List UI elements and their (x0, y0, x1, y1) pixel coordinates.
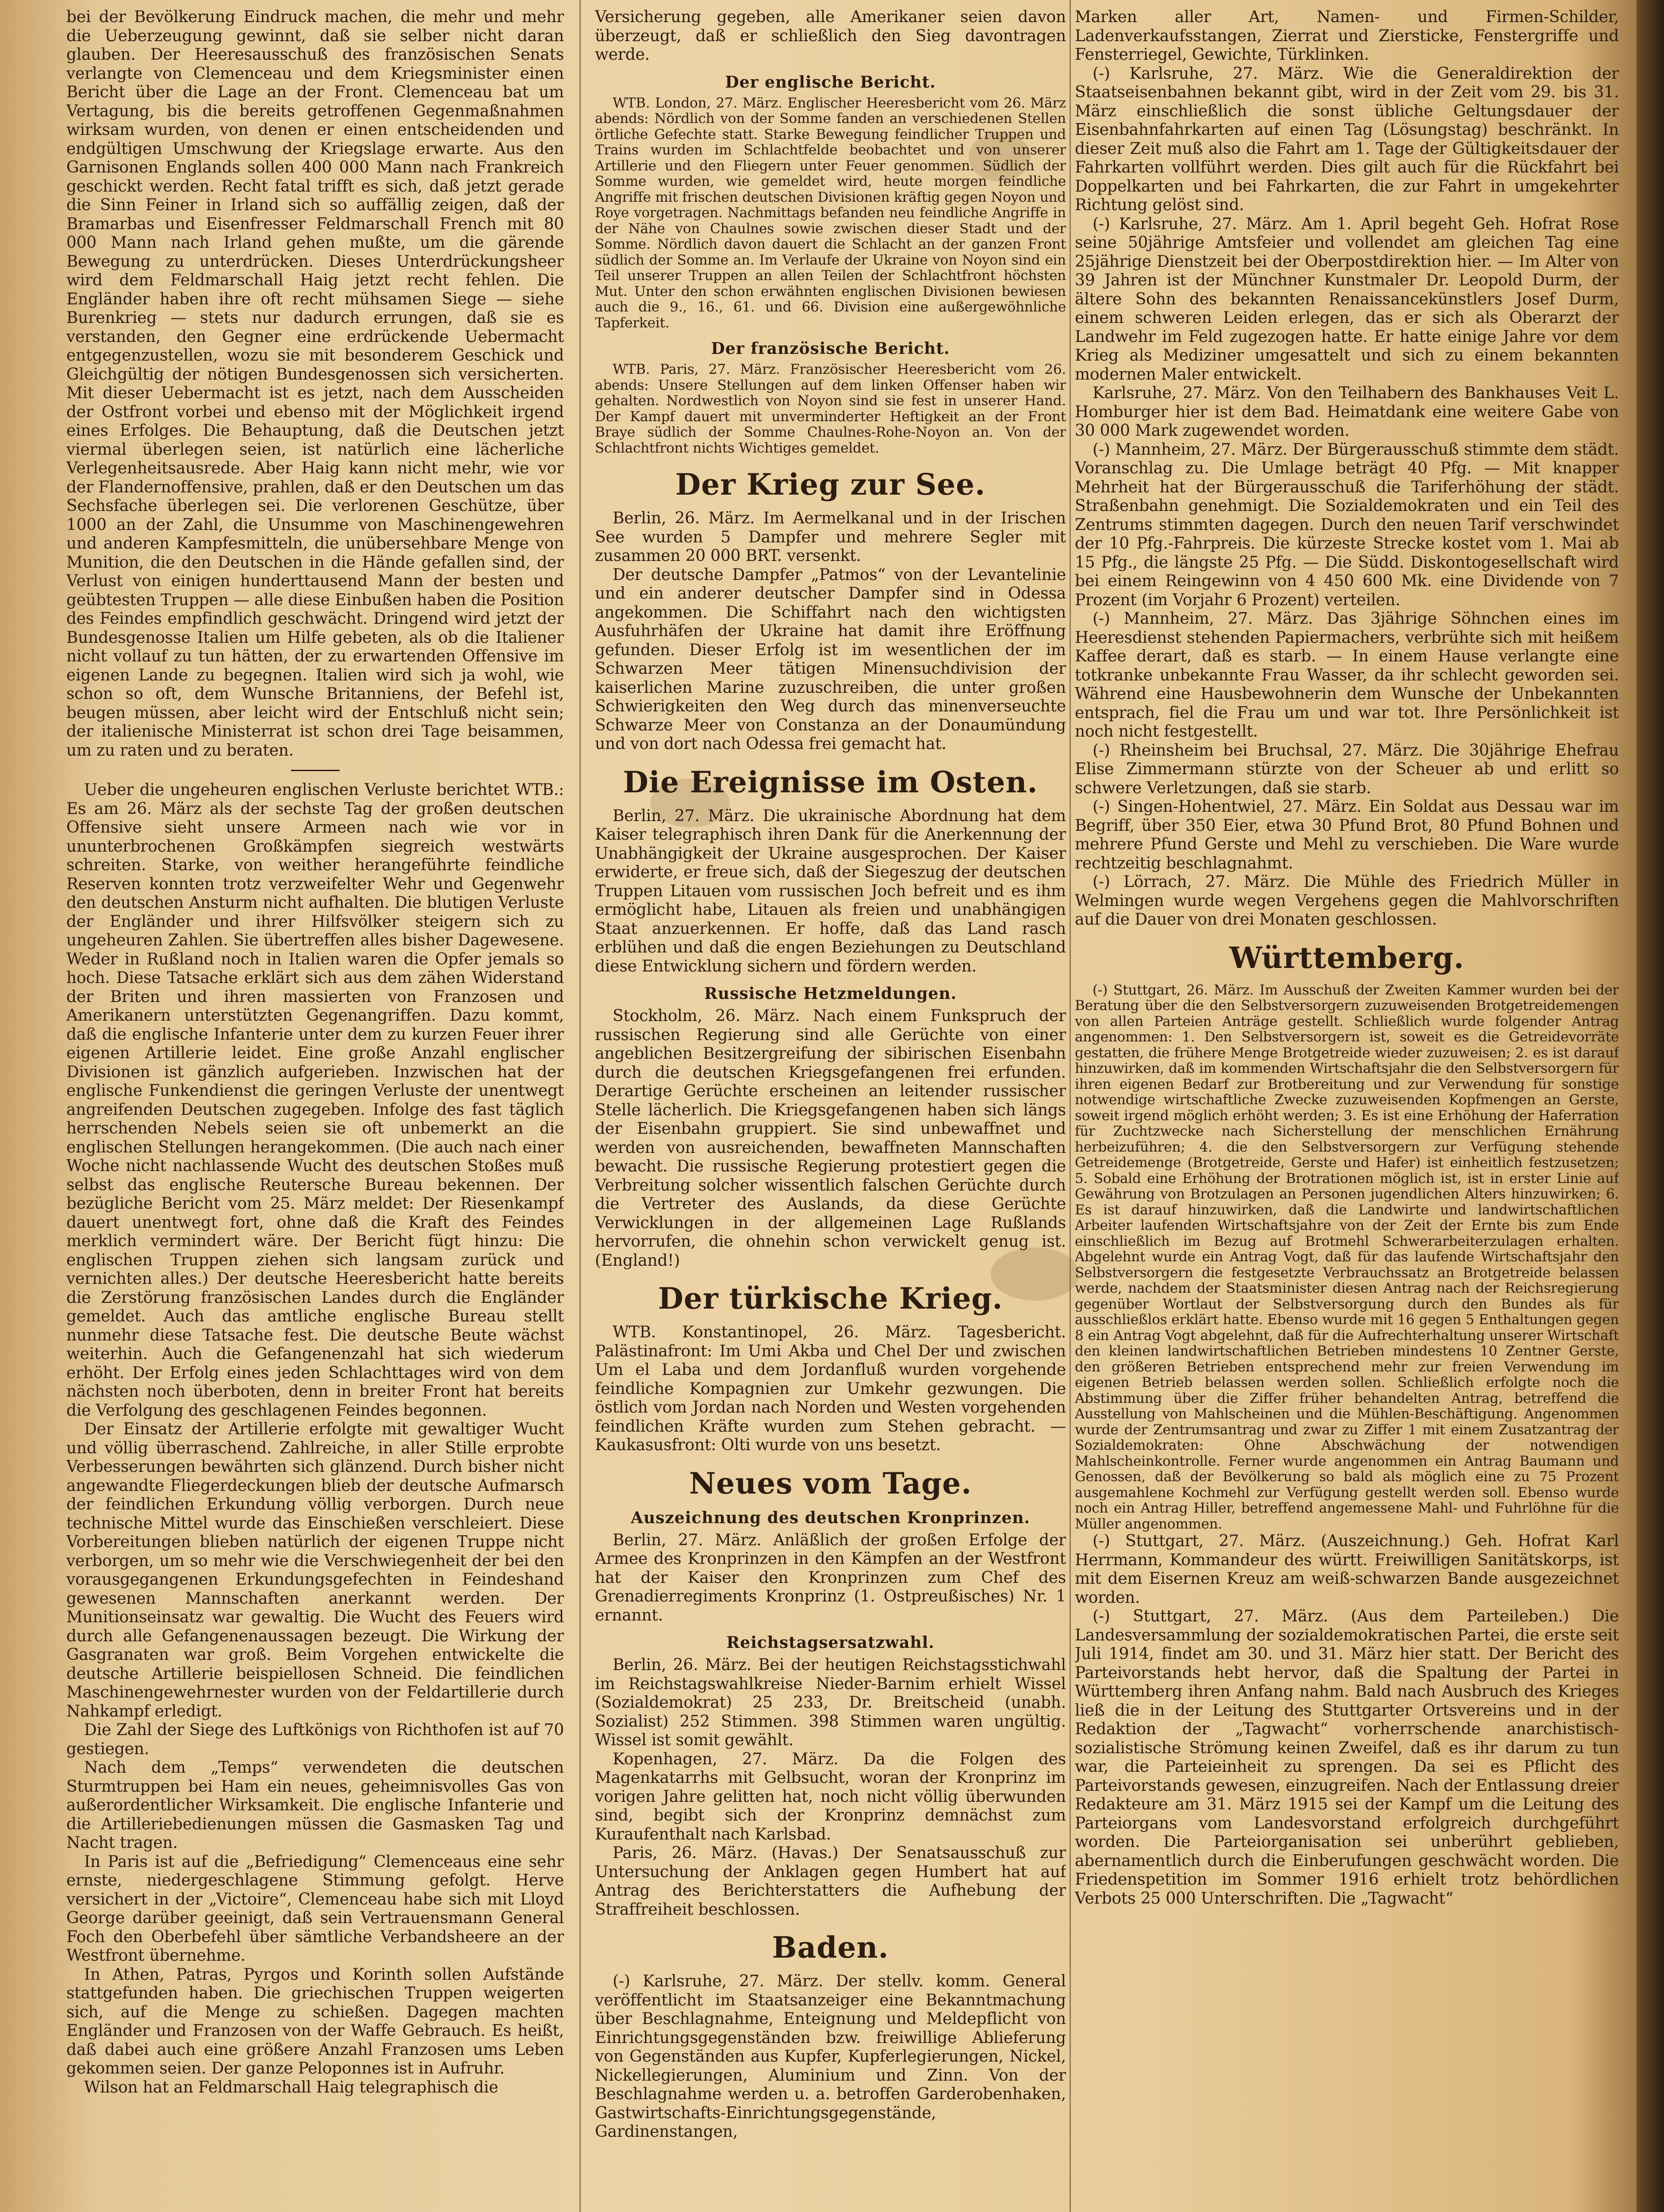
article-text: (-) Karlsruhe, 27. März. Der stellv. komm. General veröffentlicht im Staatsanzeiger eine Bekanntmachung über Beschlagnahme, Enteignung und Meldepflicht von Einrichtungsgegenständen bzw. freiwillige Ablieferung von Gegenständen aus Kupfer, Kupferlegierungen, Nickel, Nickellegierungen, Aluminium und Zinn. Von der Beschlagnahme werden u. a. betroffen Garderobenhaken, Gastwirtschafts-Einrichtungsgegenstände, Gardinenstangen, (595, 1972, 1066, 2141)
article-text: Marken aller Art, Namen- und Firmen-Schilder, Ladenverkaufsstangen, Zierrat und Ziersticke, Fenstergriffe und Fensterriegel, Gewichte, Türklinken. (1075, 8, 1619, 64)
article-text: Der Einsatz der Artillerie erfolgte mit gewaltiger Wucht und völlig überraschend. Zahlreiche, in aller Stille erprobte Verbesserungen bewährten sich glänzend. Durch bisher nicht angewandte Fliegerdeckungen blieb der deutsche Aufmarsch der feindlichen Erkundung völlig verborgen. Durch neue technische Mittel wurde das Einschießen verschleiert. Diese Vorbereitungen blieben natürlich der eigenen Truppe nicht verborgen, um so mehr wie die Verschwiegenheit der bei den vorausgegangenen Erkundungsgefechten in Feindeshand gewesenen Mannschaften anerkannt werden. Der Munitionseinsatz war gewaltig. Die Wucht des Feuers wird durch alle Gefangenenaussagen bezeugt. Die Wirkung der Gasgranaten war groß. Beim Vorgehen entwickelte die deutsche Artillerie beispiellosen Schneid. Die feindlichen Maschinengewehrnester wurden von der Feldartillerie durch Nahkampf erledigt. (66, 1420, 564, 1720)
article-text: (-) Stuttgart, 27. März. (Aus dem Parteileben.) Die Landesversammlung der sozialdemokratischen Partei, die erste seit Juli 1914, findet am 30. und 31. März hier statt. Der Bericht des Parteivorstands hebt hervor, daß die Spaltung der Partei in Württemberg ihren Anfang nahm. Bald nach Ausbruch des Krieges ließ die in der Leitung des Stuttgarter Ortsvereins und in der Redaktion der „Tagwacht“ vorherrschende anarchistisch-sozialistische Strömung keinen Zweifel, daß es ihr darum zu tun war, die Parteieinheit zu sprengen. Da sei es Pflicht des Parteivorstands gewesen, einzugreifen. Nach der Entlassung dreier Redakteure am 31. März 1915 sei der Kampf um die Leitung des Parteiorgans vom Landesvorstand erfolgreich durchgeführt worden. Die Parteiorganisation sei unberührt geblieben, abernamentlich durch die Einberufungen geschwächt worden. Die Friedenspetition im Sommer 1916 erhielt trotz behördlichen Verbots 25 000 Unterschriften. Die „Tagwacht“ (1075, 1607, 1619, 1908)
section-heading: Baden. (772, 1930, 889, 1965)
section-heading: Württemberg. (1229, 940, 1465, 975)
article-text: Karlsruhe, 27. März. Von den Teilhabern des Bankhauses Veit L. Homburger hier ist dem Bad. Heimatdank eine weitere Gabe von 30 000 Mark zugewendet worden. (1075, 384, 1619, 440)
section-heading: Der türkische Krieg. (658, 1281, 1003, 1316)
article-text: (-) Karlsruhe, 27. März. Wie die Generaldirektion der Staatseisenbahnen bekannt gibt, wird in der Zeit vom 29. bis 31. März einschließlich die sonst übliche Geltungsdauer der Eisenbahnfahrkarten auf einen Tag (Lösungstag) beschränkt. In dieser Zeit muß also die Fahrt am 1. Tage der Gültigkeitsdauer der Fahrkarten vollführt werden. Dies gilt auch für die Rückfahrt bei Doppelkarten und bei Fahrkarten, die zur Fahrt in umgekehrter Richtung gelöst sind. (1075, 64, 1619, 214)
article-text: Versicherung gegeben, alle Amerikaner seien davon überzeugt, daß er schließlich den Sieg davontragen werde. (595, 8, 1066, 64)
column-2 (595, 8, 1066, 2212)
article-text: (-) Stuttgart, 26. März. Im Ausschuß der Zweiten Kammer wurden bei der Beratung über die den Selbstversorgern zuzuweisenden Brotgetreidemengen von allen Parteien Anträge gestellt. Schließlich wurde folgender Antrag angenommen: 1. Den Selbstversorgern ist, soweit es die Getreidevorräte gestatten, die frühere Menge Brotgetreide wieder zuzuweisen; 2. es ist darauf hinzuwirken, daß im kommenden Wirtschaftsjahr die den Selbstversorgern für ihren eigenen Bedarf zur Brotbereitung und zur Verwendung für sonstige notwendige wirtschaftliche Zwecke zuzuweisenden Kopfmengen an Gerste, soweit irgend möglich erhöht werden; 3. Es ist eine Erhöhung der Haferration für Zuchtzwecke nach Sicherstellung der menschlichen Ernährung herbeizuführen; 4. die den Selbstversorgern zur Verfügung stehende Getreidemenge (Brotgetreide, Gerste und Hafer) ist einheitlich festzusetzen; 5. Sobald eine Erhöhung der Brotrationen möglich ist, ist in erster Linie auf Gewährung von Brotzulagen an Personen jugendlichen Alters hinzuwirken; 6. Es ist darauf hinzuwirken, daß die Landwirte und landwirtschaftlichen Arbeiter laufenden Wirtschaftsjahre von der Zeit der Ernte bis zum Ende einschließlich im Bezug auf Brotmehl Schwerarbeiterzulagen erhalten. Abgelehnt wurde ein Antrag Vogt, daß für das laufende Wirtschaftsjahr den Selbstversorgern die festgesetzte Verbrauchssatz an Brotgetreide belassen werde, nachdem der Staatsminister diesen Antrag nach der Reichsregierung gegenüber Wortlaut der Selbstversorgung durch den Bundes als für ausschließlos erklärt hatte. Ebenso wurde mit 16 gegen 5 Enthaltungen gegen 8 ein Antrag Vogt abgelehnt, daß für die Aufrechterhaltung unserer Wirtschaft den kleinen landwirtschaftlichen Betrieben mindestens 10 Zentner Gerste, den größeren Betrieben entsprechend mehr zur freien Verwendung im eigenen Betrieb belassen werden sollen. Schließlich erfolgte noch die Abstimmung über die Ziffer früher behandelten Antrag, betreffend die Ausstellung von Mahlscheinen und die Mühlen-Beschäftigung. Angenommen wurde der Zentrumsantrag und zwar zu Ziffer 1 mit einem Zusatzantrag der Sozialdemokraten: Ohne Abschwächung der notwendigen Mahlscheinkontrolle. Ferner wurde angenommen ein Antrag Baumann und Genossen, daß der Bevölkerung so bald als möglich eine zu 75 Prozent ausgemahlene Kochmehl zur Verfügung gestellt werden soll. Ebenso wurde noch ein Antrag Hiller, betreffend angemessene Mahl- und Fuhrlöhne für die Müller angenommen. (1075, 982, 1619, 1532)
column-3 (1075, 8, 1619, 2212)
article-text: Ueber die ungeheuren englischen Verluste berichtet WTB.: Es am 26. März als der sechste Tag der großen deutschen Offensive sieht unsere Armeen nach wie vor in ununterbrochenen Großkämpfen siegreich westwärts schreiten. Starke, von weither herangeführte feindliche Reserven konnten trotz verzweifelter Wehr und Gegenwehr den deutschen Ansturm nicht aufhalten. Die blutigen Verluste der Engländer und ihrer Hilfsvölker steigern sich zu ungeheuren Zahlen. Sie übertreffen alles bisher Dagewesene. Weder in Rußland noch in Italien waren die Opfer jemals so hoch. Diese Tatsache erklärt sich aus dem zähen Widerstand der Briten und ihren massierten von Franzosen und Amerikanern unterstützten Gegenangriffen. Dazu kommt, daß die englische Infanterie unter dem zu kurzen Feuer ihrer eigenen Artillerie leidet. Eine große Anzahl englischer Divisionen ist gänzlich aufgerieben. Inzwischen hat der englische Funkendienst die geringen Verluste der unentwegt angreifenden Deutschen zugegeben. Infolge des fast täglich herrschenden Nebels seien sie oft unbemerkt an die englischen Stellungen herangekommen. (Die auch nach einer Woche nicht nachlassende Wucht des deutschen Stoßes muß selbst das englische Reutersche Bureau bekennen. Der bezügliche Bericht vom 25. März meldet: Der Riesenkampf dauert unentwegt fort, ohne daß die Kraft des Feindes merklich vermindert wäre. Der Bericht fügt hinzu: Die englischen Truppen ziehen sich langsam zurück und vernichten alles.) Der deutsche Heeresbericht hatte bereits die Zerstörung französischen Landes durch die Engländer gemeldet. Auch das amtliche englische Bureau stellt nunmehr diese Tatsache fest. Die deutsche Beute wächst weiterhin. Auch die Gefangenenzahl hat sich wiederum erhöht. Der Erfolg eines jeden Schlachttages wird von dem nächsten noch überboten, denn in breiter Front hat bereits die Verfolgung des geschlagenen Feindes begonnen. (66, 781, 564, 1420)
article-text: (-) Rheinsheim bei Bruchsal, 27. März. Die 30jährige Ehefrau Elise Zimmermann stürzte von der Scheuer ab und erlitt so schwere Verletzungen, daß sie starb. (1075, 741, 1619, 797)
section-subheading: Russische Hetzmeldungen. (704, 984, 957, 1003)
article-text: (-) Karlsruhe, 27. März. Am 1. April begeht Geh. Hofrat Rose seine 50jährige Amtsfeier und vollendet am gleichen Tag eine 25jährige Dienstzeit bei der Oberpostdirektion hier. — Im Alter von 39 Jahren ist der Münchner Kunstmaler Dr. Leopold Durm, der ältere Sohn des bekannten Renaissancekünstlers Josef Durm, einem schweren Leiden erlegen, das er sich als Oberarzt der Landwehr im Feld zugezogen hatte. Er hatte einige Jahre vor dem Krieg als Mediziner umgesattelt und sich zu einem bekannten modernen Maler entwickelt. (1075, 215, 1619, 384)
column-rule (579, 0, 581, 2212)
section-heading: Der Krieg zur See. (675, 467, 986, 502)
article-text: (-) Mannheim, 27. März. Das 3jährige Söhnchen eines im Heeresdienst stehenden Papiermachers, verbrühte sich mit heißem Kaffee derart, daß es starb. — In einem Hause verlangte eine totkranke unbekannte Frau Wasser, da ihr schlecht geworden sei. Während eine Hausbewohnerin dem Wunsche der Unbekannten entsprach, fiel die Frau um und war tot. Ihre Persönlichkeit ist noch nicht festgestellt. (1075, 610, 1619, 741)
article-text: In Paris ist auf die „Befriedigung“ Clemenceaus eine sehr ernste, niedergeschlagene Stimmung gefolgt. Herve versichert in der „Victoire“, Clemenceau habe sich mit Lloyd George darüber geeinigt, daß sein Vertrauensmann General Foch den Oberbefehl über sämtliche Verbandsheere an der Westfront übernehme. (66, 1852, 564, 1965)
section-subheading: Reichstagsersatzwahl. (726, 1633, 935, 1652)
divider (291, 770, 340, 771)
article-text: Berlin, 26. März. Bei der heutigen Reichstagsstichwahl im Reichstagswahlkreise Nieder-Barnim erhielt Wissel (Sozialdemokrat) 25 233, Dr. Breitscheid (unabh. Sozialist) 252 Stimmen. 398 Stimmen waren ungültig. Wissel ist somit gewählt. (595, 1656, 1066, 1749)
column-rule (1070, 0, 1071, 2212)
section-subheading: Der englische Bericht. (725, 73, 936, 92)
article-text: (-) Lörrach, 27. März. Die Mühle des Friedrich Müller in Welmingen wurde wegen Vergehens gegen die Mahlvorschriften auf die Dauer von drei Monaten geschlossen. (1075, 873, 1619, 929)
section-subheading: Auszeichnung des deutschen Kronprinzen. (631, 1508, 1030, 1527)
section-heading: Die Ereignisse im Osten. (623, 764, 1038, 799)
article-text: Berlin, 26. März. Im Aermelkanal und in der Irischen See wurden 5 Dampfer und mehrere Segler mit zusammen 20 000 BRT. versenkt. (595, 509, 1066, 565)
article-text: Paris, 26. März. (Havas.) Der Senatsausschuß zur Untersuchung der Anklagen gegen Humbert hat auf Antrag des Berichterstatters die Aufhebung der Straffreiheit beschlossen. (595, 1844, 1066, 1919)
article-text: (-) Mannheim, 27. März. Der Bürgerausschuß stimmte dem städt. Voranschlag zu. Die Umlage beträgt 40 Pfg. — Mit knapper Mehrheit hat der Bürgerausschuß die Tariferhöhung der städt. Straßenbahn genehmigt. Die Sozialdemokraten und ein Teil des Zentrums stimmten dagegen. Durch den neuen Tarif verschwindet der 10 Pfg.-Fahrpreis. Die kürzeste Strecke kostet vom 1. Mai ab 15 Pfg., die längste 25 Pfg. — Die Südd. Diskontogesellschaft wird bei einem Reingewinn von 4 450 600 Mk. eine Dividende von 7 Prozent (im Vorjahr 6 Prozent) verteilen. (1075, 440, 1619, 609)
article-text: Berlin, 27. März. Die ukrainische Abordnung hat dem Kaiser telegraphisch ihren Dank für die Anerkennung der Unabhängigkeit der Ukraine ausgesprochen. Der Kaiser erwiderte, er freue sich, daß der Siegeszug der deutschen Truppen Litauen vom russischen Joch befreit und es ihm ermöglicht habe, Litauen als freien und unabhängigen Staat anzuerkennen. Er hoffe, daß das Land rasch erblühen und daß die engen Beziehungen zu Deutschland diese Entwicklung sichern und fördern werden. (595, 806, 1066, 975)
article-text: Berlin, 27. März. Anläßlich der großen Erfolge der Armee des Kronprinzen in den Kämpfen an der Westfront hat der Kaiser den Kronprinzen zum Chef des Grenadierregiments Kronprinz (1. Ostpreußisches) Nr. 1 ernannt. (595, 1531, 1066, 1624)
article-text: WTB. Konstantinopel, 26. März. Tagesbericht. Palästinafront: Im Umi Akba und Chel Der und zwischen Um el Laba und dem Jordanfluß wurden vorgehende feindliche Kompagnien zur Umkehr gezwungen. Die östlich vom Jordan nach Norden und Westen vorgehenden feindlichen Kräfte wurden zum Stehen gebracht. — Kaukasusfront: Olti wurde von uns besetzt. (595, 1323, 1066, 1454)
article-text: Die Zahl der Siege des Luftkönigs von Richthofen ist auf 70 gestiegen. (66, 1721, 564, 1758)
article-text: bei der Bevölkerung Eindruck machen, die mehr und mehr die Ueberzeugung gewinnt, daß sie selber nicht daran glauben. Der Heeresausschuß des französischen Senats verlangte von Clemenceau und dem Kriegsminister einen Bericht über die Lage an der Front. Clemenceau bat um Vertagung, bis die bereits getroffenen Gegenmaßnahmen wirksam wurden, von denen er einen entscheidenden und endgültigen Umschwung der Kriegslage erwarte. Aus den Garnisonen Englands sollen 400 000 Mann nach Frankreich geschickt werden. Recht fatal trifft es sich, daß jetzt gerade die Sinn Feiner in Irland sich so auffällig zeigen, daß der Bramarbas und Eisenfresser Feldmarschall French mit 80 000 Mann nach Irland gehen mußte, um die gärende Bewegung zu unterdrücken. Dieses Unterdrückungsheer wird dem Feldmarschall Haig jetzt recht fehlen. Die Engländer haben ihre oft recht mühsamen Siege — siehe Burenkrieg — stets nur dadurch errungen, daß sie es verstanden, den Gegner eine erdrückende Uebermacht entgegenzustellen, wozu sie mit besonderem Geschick und Gleichgültig der nötigen Bundesgenossen sich versicherten. Mit dieser Uebermacht ist es jetzt, nach dem Ausscheiden der Ostfront vorbei und ebenso mit der Möglichkeit irgend eines Erfolges. Die Behauptung, daß die Deutschen jetzt viermal überlegen seien, ist natürlich eine lächerliche Verlegenheitsausrede. Aber Haig kann nicht mehr, wie vor der Flandernoffensive, prahlen, daß er den Deutschen um das Sechsfache überlegen sei. Die verlorenen Geschütze, über 1000 an der Zahl, die Unsumme von Maschinengewehren und anderen Kampfesmitteln, die unübersehbare Menge von Munition, die den Deutschen in die Hände gefallen sind, der Verlust von einigen hunderttausend Mann der besten und geübtesten Truppen — alle diese Einbußen haben die Position des Feindes empfindlich geschwächt. Dringend wird jetzt der Bundesgenosse Italien um Hilfe gebeten, als ob die Italiener nicht vollauf zu tun hätten, der zu erwartenden Offensive im eigenen Lande zu begegnen. Italien wird sich ja wohl, wie schon so oft, dem Wunsche Britanniens, der Befehl ist, beugen müssen, aber leicht wird der Entschluß nicht sein; der italienische Ministerrat ist schon drei Tage beisammen, um zu raten und zu beraten. (66, 8, 564, 760)
article-text: In Athen, Patras, Pyrgos und Korinth sollen Aufstände stattgefunden haben. Die griechischen Truppen weigerten sich, auf die Menge zu schießen. Dagegen machten Engländer und Franzosen von der Waffe Gebrauch. Es heißt, daß dabei auch eine größere Anzahl Franzosen ums Leben gekommen seien. Der ganze Peloponnes ist in Aufruhr. (66, 1965, 564, 2078)
column-1 (66, 8, 564, 2212)
article-text: WTB. London, 27. März. Englischer Heeresbericht vom 26. März abends: Nördlich von der Somme fanden an verschiedenen Stellen örtliche Gefechte statt. Starke Bewegung feindlicher Truppen und Trains wurden im Schlachtfelde beobachtet und von unserer Artillerie und den Fliegern unter Feuer genommen. Südlich der Somme wurden, wie gemeldet wird, heute morgen feindliche Angriffe mit frischen deutschen Divisionen kräftig gegen Noyon und Roye vorgetragen. Nachmittags befanden neu feindliche Angriffe in der Nähe von Chaulnes sowie zwischen dieser Stadt und der Somme. Nördlich davon dauert die Schlacht an der ganzen Front südlich der Somme an. Im Verlaufe der Ukraine von Noyon sind ein Teil unserer Truppen an allen Teilen der Schlachtfront höchsten Mut. Unter den schon erwähnten englischen Divisionen bewiesen auch die 9., 16., 61. und 66. Division eine außergewöhnliche Tapferkeit. (595, 95, 1066, 331)
article-text: WTB. Paris, 27. März. Französischer Heeresbericht vom 26. abends: Unsere Stellungen auf dem linken Offenser haben wir gehalten. Nordwestlich von Noyon sind sie fest in unserer Hand. Der Kampf dauert mit unverminderter Heftigkeit an der Front Braye südlich der Somme Chaulnes-Rohe-Noyon an. Von der Schlachtfront nichts Wichtiges gemeldet. (595, 361, 1066, 456)
section-heading: Neues vom Tage. (689, 1466, 972, 1501)
article-text: Nach dem „Temps“ verwendeten die deutschen Sturmtruppen bei Ham ein neues, geheimnisvolles Gas von außerordentlicher Wirksamkeit. Die englische Infanterie und die Artilleriebedienungen müssen die Gasmasken Tag und Nacht tragen. (66, 1759, 564, 1852)
article-text: (-) Stuttgart, 27. März. (Auszeichnung.) Geh. Hofrat Karl Herrmann, Kommandeur des württ. Freiwilligen Sanitätskorps, ist mit dem Eisernen Kreuz am weiß-schwarzen Bande ausgezeichnet worden. (1075, 1532, 1619, 1607)
page-binding-edge (1637, 0, 1664, 2212)
article-text: (-) Singen-Hohentwiel, 27. März. Ein Soldat aus Dessau war im Begriff, über 350 Eier, etwa 30 Pfund Brot, 80 Pfund Bohnen und mehrere Pfund Gerste und Mehl zu verschieben. Die Ware wurde rechtzeitig beschlagnahmt. (1075, 798, 1619, 872)
article-text: Der deutsche Dampfer „Patmos“ von der Levantelinie und ein anderer deutscher Dampfer sind in Odessa angekommen. Die Schiffahrt nach den wichtigsten Ausfuhrhäfen der Ukraine hat damit ihre Eröffnung gefunden. Dieser Erfolg ist im wesentlichen der im Schwarzen Meer tätigen Minensuchdivision der kaiserlichen Marine zuzuschreiben, die unter großen Schwierigkeiten den Weg durch das minenverseuchte Schwarze Meer von Constanza an der Donaumündung und von dort nach Odessa frei gemacht hat. (595, 565, 1066, 753)
section-subheading: Der französische Bericht. (711, 339, 950, 358)
article-text: Wilson hat an Feldmarschall Haig telegraphisch die (84, 2078, 498, 2097)
article-text: Stockholm, 26. März. Nach einem Funkspruch der russischen Regierung sind alle Gerüchte von einer angeblichen Besitzergreifung der sibirischen Eisenbahn durch die deutschen Kriegsgefangenen frei erfunden. Derartige Gerüchte erscheinen an leitender russischer Stelle lächerlich. Die Kriegsgefangenen haben sich längs der Eisenbahn gruppiert. Sie sind unbewaffnet und werden von ausreichenden, bewaffneten Mannschaften bewacht. Die russische Regierung protestiert gegen die Verbreitung solcher wissentlich falschen Gerüchte durch die Vertreter des Auslands, da diese Gerüchte Verwicklungen in der allgemeinen Lage Rußlands hervorrufen, die ohnehin schon verwickelt genug ist. (England!) (595, 1007, 1066, 1270)
article-text: Kopenhagen, 27. März. Da die Folgen des Magenkatarrhs mit Gelbsucht, woran der Kronprinz im vorigen Jahre gelitten hat, noch nicht völlig überwunden sind, begibt sich der Kronprinz demnächst zum Kuraufenthalt nach Karlsbad. (595, 1750, 1066, 1843)
